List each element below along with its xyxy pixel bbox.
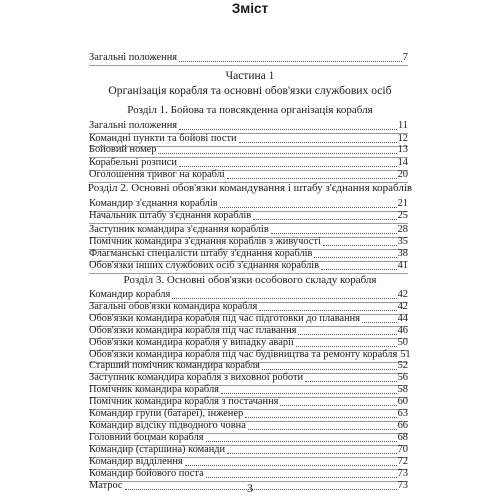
toc-entry-title: Командир корабля (89, 289, 171, 300)
divider (89, 65, 408, 66)
toc-entry-title: Командир бойового поста (89, 468, 204, 479)
toc-entry-page: 52 (397, 360, 408, 371)
toc-entry-page: 73 (397, 480, 408, 491)
toc-entry-page: 66 (397, 420, 408, 431)
toc-entry-page: 42 (397, 289, 408, 300)
toc-entry-page: 68 (397, 432, 408, 443)
toc-entry-title: Обов'язки командира корабля під час плавання (89, 325, 297, 336)
toc-entry-page: 21 (397, 198, 408, 209)
page-title: Зміст (231, 1, 269, 16)
section-heading: Розділ 2. Основні обов'язки командування і штабу з'єднання кораблів (87, 182, 413, 194)
toc-entry-page: 51 (400, 349, 411, 360)
leader-dots (179, 61, 402, 62)
toc-entry-title: Обов'язки інших службових осіб з'єднання кораблів (89, 260, 320, 271)
toc-entry-page: 44 (397, 313, 408, 324)
toc-entry (89, 142, 408, 156)
toc-entry (89, 118, 408, 132)
toc-entry-page: 7 (402, 52, 408, 63)
toc-entry-title: Бойовий номер (89, 144, 157, 155)
leader-dots (179, 129, 397, 130)
toc-entry (89, 258, 408, 272)
toc-entry-title: Обов'язки командира корабля під час підготовки до плавання (89, 313, 361, 324)
toc-entry-page: 72 (397, 456, 408, 467)
toc-entry-title: Обов'язки командира корабля у випадку аварії (89, 337, 294, 348)
toc-entry-intro (89, 50, 408, 64)
toc-entry-page: 38 (397, 248, 408, 259)
toc-entry-title: Командир відсіку підводного човна (89, 420, 246, 431)
toc-entry-title: Корабельні розписи (89, 157, 177, 168)
toc-entry-title: Заступник командира корабля з виховної роботи (89, 372, 304, 383)
toc-entry-title: Загальні положення (89, 52, 178, 63)
toc-entry-title: Обов'язки командира корабля під час будівництва та ремонту корабля (89, 349, 398, 360)
toc-entry-title: Начальник штабу з'єднання кораблів (89, 210, 252, 221)
toc-entry-page: 11 (397, 120, 408, 131)
leader-dots (321, 269, 397, 270)
toc-entry-title: Помічник командира корабля з постачання (89, 396, 279, 407)
toc-entry-page: 63 (397, 408, 408, 419)
toc-entry-title: Флагманські спеціалісти штабу з'єднання кораблів (89, 248, 313, 259)
toc-entry-title: Загальні обов'язки командира корабля (89, 301, 258, 312)
toc-entry-page: 14 (397, 157, 408, 168)
toc-entry (89, 167, 408, 181)
toc-entry-title: Помічник командира з'єднання кораблів з живучості (89, 236, 321, 247)
part-label: Частина 1 (225, 70, 275, 82)
toc-entry-title: Командир відділення (89, 456, 183, 467)
toc-entry-page: 50 (397, 337, 408, 348)
section-heading: Розділ 3. Основні обов'язки особового складу корабля (123, 274, 377, 286)
toc-entry-page: 56 (397, 372, 408, 383)
toc-entry-title: Командир з'єднання кораблів (89, 198, 218, 209)
toc-entry-title: Матрос (89, 480, 123, 491)
leader-dots (253, 219, 396, 220)
part-title: Організація корабля та основні обов'язки службових осіб (108, 84, 392, 97)
toc-entry-title: Заступник командира з'єднання кораблів (89, 224, 269, 235)
toc-entry-page: 41 (397, 260, 408, 271)
toc-entry-page: 42 (397, 301, 408, 312)
leader-dots (227, 178, 397, 179)
toc-entry-page: 25 (397, 210, 408, 221)
toc-entry-page: 70 (397, 444, 408, 455)
leader-dots (158, 153, 396, 154)
toc-entry-page: 60 (397, 396, 408, 407)
toc-entry-title: Командир (старшина) команди (89, 444, 226, 455)
toc-entry-page: 35 (397, 236, 408, 247)
toc-entry-page: 28 (397, 224, 408, 235)
page-number: 3 (247, 481, 253, 495)
toc-entry-page: 46 (397, 325, 408, 336)
toc-entry (89, 208, 408, 222)
toc-entry-title: Помічник командира корабля (89, 384, 219, 395)
toc-entry-page: 20 (397, 169, 408, 180)
toc-entry-title: Загальні положення (89, 120, 178, 131)
toc-entry-page: 58 (397, 384, 408, 395)
toc-entry-title: Командні пункти та бойові пости (89, 133, 237, 144)
toc-entry-title: Головний боцман корабля (89, 432, 204, 443)
toc-entry-page: 73 (397, 468, 408, 479)
toc-entry-title: Старший помічник командира корабля (89, 360, 260, 371)
toc-entry-page: 12 (397, 133, 408, 144)
toc-entry-title: Командир групи (батареї), інженер (89, 408, 244, 419)
section-heading: Розділ 1. Бойова та повсякденна організація корабля (127, 104, 373, 116)
toc-entry-page: 13 (397, 144, 408, 155)
toc-entry-title: Оголошення тривог на кораблі (89, 169, 225, 180)
